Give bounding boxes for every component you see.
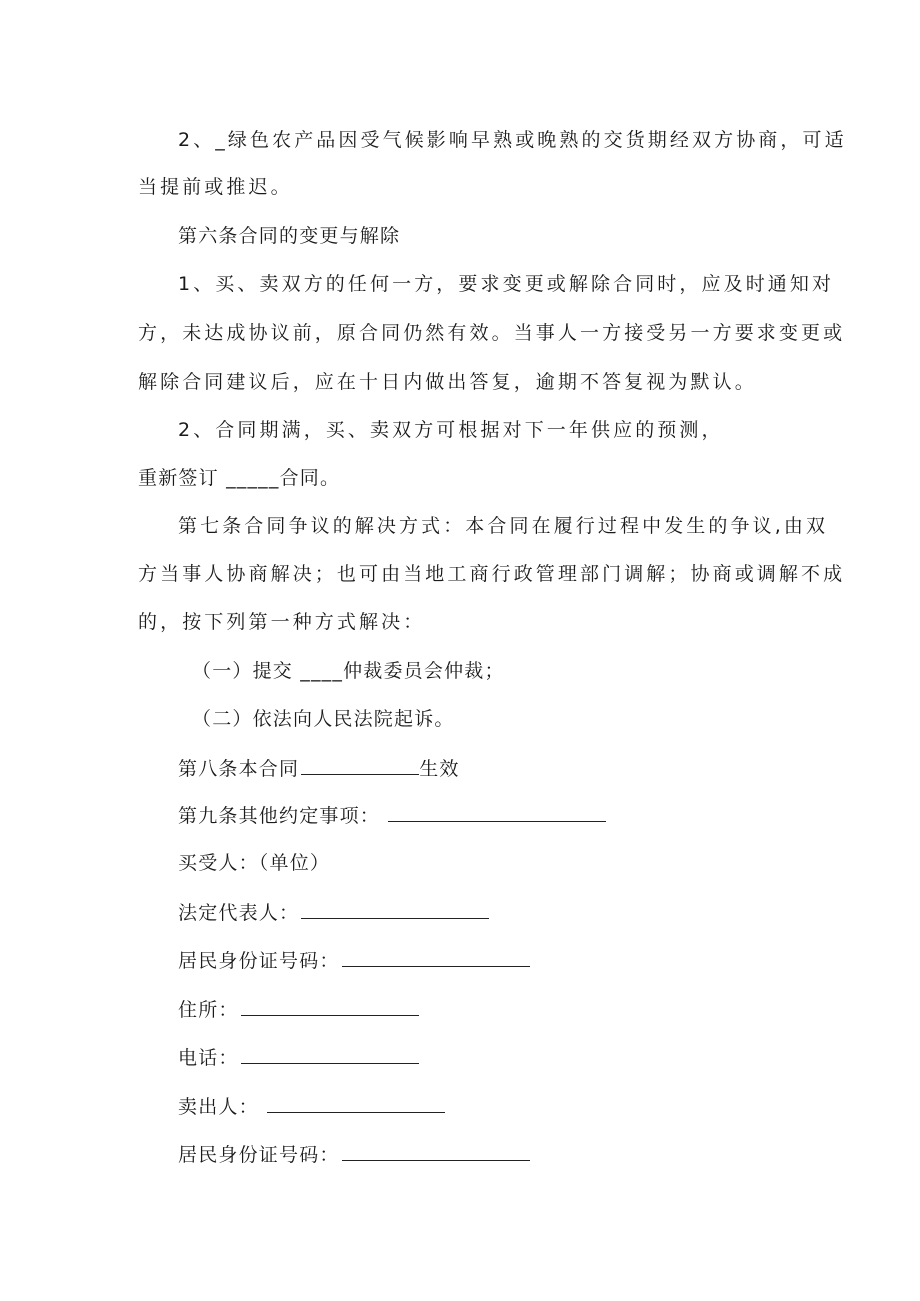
address-blank-line <box>241 996 419 1016</box>
seller-id-label: 居民身份证号码： <box>178 1144 340 1166</box>
address-line <box>178 996 419 1023</box>
buyer-id-label: 居民身份证号码： <box>178 950 340 972</box>
legal-rep-line <box>178 899 489 926</box>
clause6-item2-line2 <box>138 465 340 491</box>
clause8-prefix: 第八条本合同 <box>178 758 300 780</box>
renew-blank: _____ <box>226 467 280 489</box>
option1-suffix: 仲裁委员会仲裁； <box>343 660 505 682</box>
clause6-item1-line3: 解除合同建议后，应在十日内做出答复，逾期不答复视为默认。 <box>138 371 757 393</box>
legal-rep-label: 法定代表人： <box>178 902 300 924</box>
phone-label: 电话： <box>178 1047 239 1069</box>
seller-id-line <box>178 1141 530 1168</box>
clause9-blank-line <box>388 802 606 822</box>
option1-prefix: （一）提交 <box>192 660 294 682</box>
phone-line <box>178 1044 419 1071</box>
buyer-label: 买受人：（单位） <box>178 852 331 874</box>
option1-blank: ____ <box>300 660 344 682</box>
seller-label: 卖出人： <box>178 1096 259 1118</box>
seller-id-blank-line <box>342 1141 530 1161</box>
clause9-line <box>178 802 606 829</box>
phone-blank-line <box>241 1044 419 1064</box>
clause6-item2-line1: 2、合同期满，买、卖双方可根据对下一年供应的预测， <box>178 419 724 441</box>
clause6-item1-line1: 1、买、卖双方的任何一方，要求变更或解除合同时，应及时通知对 <box>178 273 835 295</box>
clause7-line1: 第七条合同争议的解决方式：本合同在履行过程中发生的争议,由双 <box>178 515 829 537</box>
clause5-item2-line1: 2、_绿色农产品因受气候影响早熟或晚熟的交货期经双方协商，可适 <box>178 129 847 151</box>
clause8-suffix: 生效 <box>419 758 460 780</box>
buyer-id-line <box>178 947 530 974</box>
seller-line <box>178 1093 445 1120</box>
address-label: 住所： <box>178 999 239 1021</box>
clause7-line3: 的，按下列第一种方式解决： <box>138 611 426 633</box>
clause7-option2: （二）依法向人民法院起诉。 <box>192 708 455 730</box>
clause7-option1 <box>192 658 505 684</box>
clause8-line <box>178 755 460 782</box>
clause6-item1-line2: 方，未达成协议前，原合同仍然有效。当事人一方接受另一方要求变更或 <box>138 322 846 344</box>
clause6-heading: 第六条合同的变更与解除 <box>178 225 401 247</box>
clause7-line2: 方当事人协商解决；也可由当地工商行政管理部门调解；协商或调解不成 <box>138 563 846 585</box>
clause8-blank-line <box>301 755 419 775</box>
legal-rep-blank-line <box>301 899 489 919</box>
renew-suffix: 合同。 <box>279 467 341 489</box>
clause5-item2-line2: 当提前或推迟。 <box>138 176 293 198</box>
buyer-id-blank-line <box>342 947 530 967</box>
clause9-label: 第九条其他约定事项： <box>178 805 381 827</box>
renew-prefix: 重新签订 <box>138 467 219 489</box>
seller-blank-line <box>267 1093 445 1113</box>
